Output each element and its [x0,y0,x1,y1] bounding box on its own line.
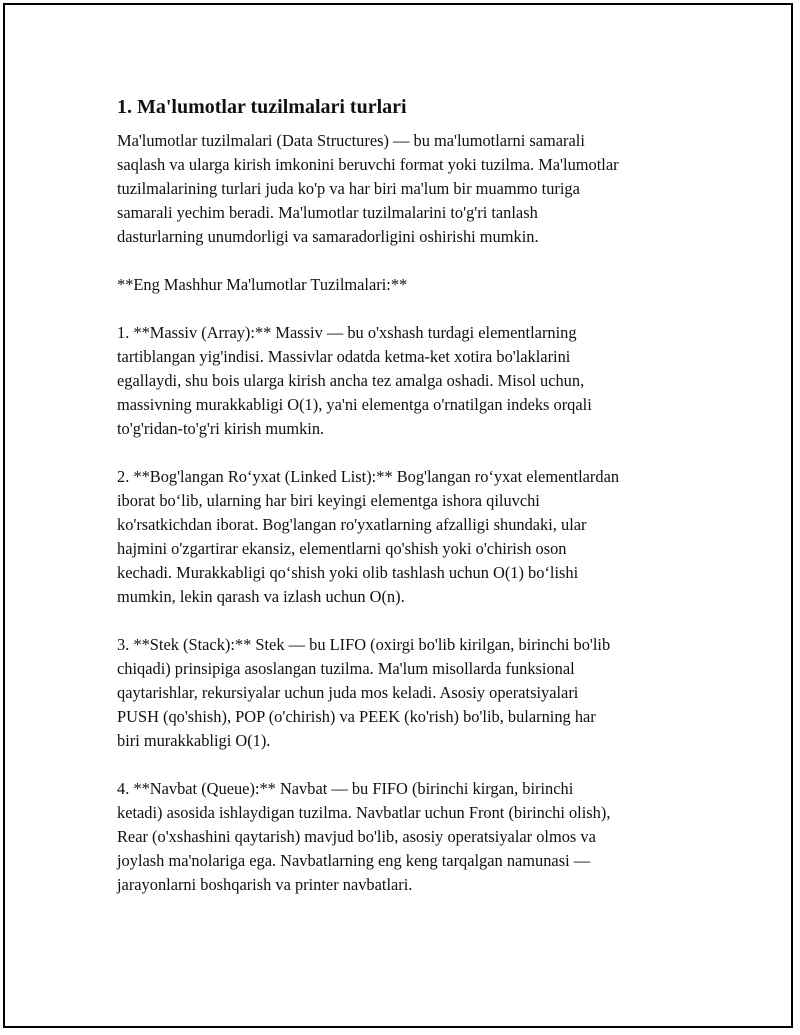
list-title-paragraph: **Eng Mashhur Ma'lumotlar Tuzilmalari:** [117,275,408,294]
linked-list-paragraph: 2. **Bog'langan Ro‘yxat (Linked List):** Bog'langan ro‘yxat elementlardan iborat bo‘lib, ularning har biri keyingi elementga ishora qiluvchi ko'rsatkichdan iborat. Bog'langan ro'yxatlarning afzalligi shundaki, ular hajmini o'zgartirar ekansiz, elementlarni qo'shish yoki o'chirish oson kechadi. Murakkabligi qo‘shish yoki olib tashlash uchun O(1) bo‘lishi mumkin, lekin qarash va izlash uchun O(n). [117,467,620,606]
queue-paragraph: 4. **Navbat (Queue):** Navbat — bu FIFO (birinchi kirgan, birinchi ketadi) asosida ishlaydigan tuzilma. Navbatlar uchun Front (birinchi olish), Rear (o'xshashini qaytarish) mavjud bo'lib, asosiy operatsiyalar olmos va joylash ma'nolariga ega. Navbatlarning eng keng tarqalgan namunasi — jarayonlarni boshqarish va printer navbatlari. [117,779,611,894]
array-paragraph: 1. **Massiv (Array):** Massiv — bu o'xshash turdagi elementlarning tartiblangan yig'indisi. Massivlar odatda ketma-ket xotira bo'laklarini egallaydi, shu bois ularga kirish ancha tez amalga oshadi. Misol uchun, massivning murakkabligi O(1), ya'ni elementga o'rnatilgan indeks orqali to'g'ridan-to'g'ri kirish mumkin. [117,323,592,438]
section-heading: 1. Ma'lumotlar tuzilmalari turlari [117,96,407,118]
intro-paragraph: Ma'lumotlar tuzilmalari (Data Structures) — bu ma'lumotlarni samarali saqlash va ularga kirish imkonini beruvchi format yoki tuzilma. Ma'lumotlar tuzilmalarining turlari juda ko'p va har biri ma'lum bir muammo turiga samarali yechim beradi. Ma'lumotlar tuzilmalarini to'g'ri tanlash dasturlarning unumdorligi va samaradorligini oshirishi mumkin. [117,131,619,246]
document-body [117,95,697,921]
stack-paragraph: 3. **Stek (Stack):** Stek — bu LIFO (oxirgi bo'lib kirilgan, birinchi bo'lib chiqadi) prinsipiga asoslangan tuzilma. Ma'lum misollarda funksional qaytarishlar, rekursiyalar uchun juda mos keladi. Asosiy operatsiyalari PUSH (qo'shish), POP (o'chirish) va PEEK (ko'rish) bo'lib, bularning har biri murakkabligi O(1). [117,635,611,750]
